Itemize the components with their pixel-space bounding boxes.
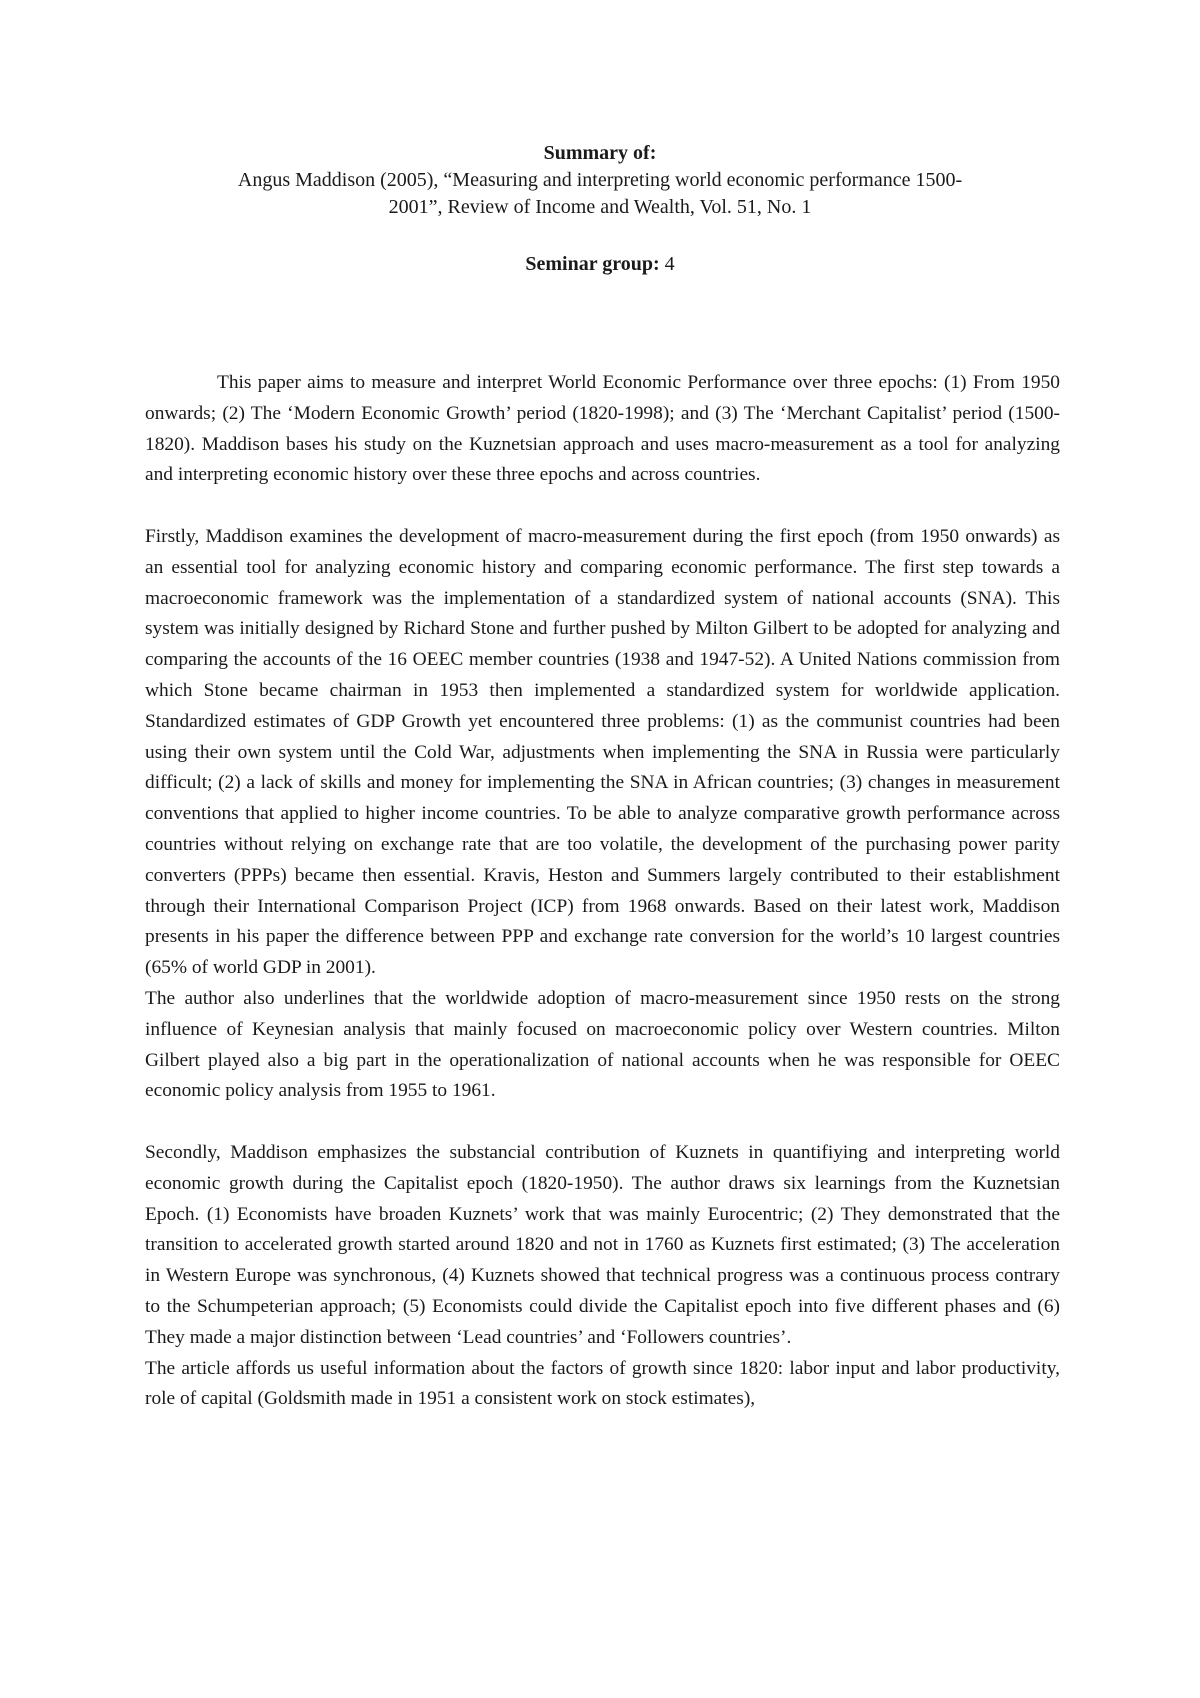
document-header: [140, 140, 1060, 278]
paragraph-keynesian: The author also underlines that the worldwide adoption of macro-measurement since 1950 rests on the strong influence of Keynesian analysis that mainly focused on macroeconomic policy over Western countries. Milton Gilbert played also a big part in the operationalization of national accounts when he was responsible for OEEC economic policy analysis from 1955 to 1961.: [145, 987, 1060, 1102]
citation: [140, 167, 1060, 221]
summary-heading: Summary of:: [543, 142, 657, 164]
seminar-group: [140, 251, 1060, 278]
seminar-group-value: 4: [664, 253, 675, 275]
citation-line-2: 2001”, Review of Income and Wealth, Vol. 51, No. 1: [388, 196, 812, 218]
paragraph-first-epoch: Firstly, Maddison examines the development of macro-measurement during the first epoch (from 1950 onwards) as an essential tool for analyzing economic history and comparing economic performance. The first step towards a macroeconomic framework was the implementation of a standardized system of national accounts (SNA). This system was initially designed by Richard Stone and further pushed by Milton Gilbert to be adopted for analyzing and comparing the accounts of the 16 OEEC member countries (1938 and 1947-52). A United Nations commission from which Stone became chairman in 1953 then implemented a standardized system for worldwide application. Standardized estimates of GDP Growth yet encountered three problems: (1) as the communist countries had been using their own system until the Cold War, adjustments when implementing the SNA in Russia were particularly difficult; (2) a lack of skills and money for implementing the SNA in African countries; (3) changes in measurement conventions that applied to higher income countries. To be able to analyze comparative growth performance across countries without relying on exchange rate that are too volatile, the development of the purchasing power parity converters (PPPs) became then essential. Kravis, Heston and Summers largely contributed to their establishment through their International Comparison Project (ICP) from 1968 onwards. Based on their latest work, Maddison presents in his paper the difference between PPP and exchange rate conversion for the world’s 10 largest countries (65% of world GDP in 2001).: [145, 525, 1060, 979]
citation-line-1: Angus Maddison (2005), “Measuring and interpreting world economic performance 1500-: [237, 169, 963, 191]
paragraph-second-epoch: Secondly, Maddison emphasizes the substancial contribution of Kuznets in quantifiying and interpreting world economic growth during the Capitalist epoch (1820-1950). The author draws six learnings from the Kuznetsian Epoch. (1) Economists have broaden Kuznets’ work that was mainly Eurocentric; (2) They demonstrated that the transition to accelerated growth started around 1820 and not in 1760 as Kuznets first estimated; (3) The acceleration in Western Europe was synchronous, (4) Kuznets showed that technical progress was a continuous process contrary to the Schumpeterian approach; (5) Economists could divide the Capitalist epoch into five different phases and (6) They made a major distinction between ‘Lead countries’ and ‘Followers countries’.: [145, 1141, 1060, 1348]
document-body: [145, 368, 1060, 1446]
paragraph-intro: This paper aims to measure and interpret World Economic Performance over three epochs: (1) From 1950 onwards; (2) The ‘Modern Economic Growth’ period (1820-1998); and (3) The ‘Merchant Capitalist’ period (1500-1820). Maddison bases his study on the Kuznetsian approach and uses macro-measurement as a tool for analyzing and interpreting economic history over these three epochs and across countries.: [145, 372, 1060, 486]
paragraph-growth-factors: The article affords us useful information about the factors of growth since 1820: labor input and labor productivity, role of capital (Goldsmith made in 1951 a consistent work on stock estimates),: [145, 1357, 1060, 1410]
seminar-group-label: Seminar group:: [525, 253, 660, 275]
